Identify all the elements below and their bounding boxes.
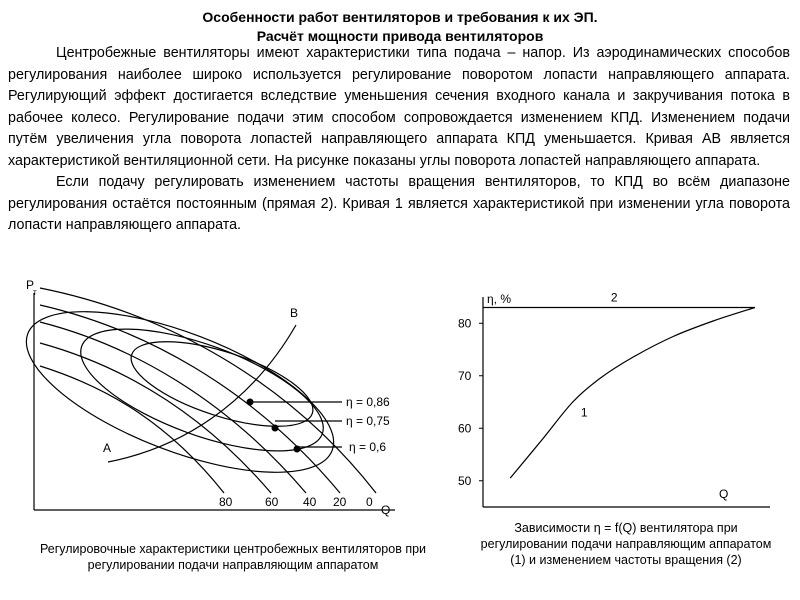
angle-label-40: 40: [303, 495, 317, 509]
right-figure-caption: Зависимости η = f(Q) вентилятора при регулировании подачи направляющим аппаратом (1) и изменением частоты вращения (2): [480, 521, 772, 567]
operating-point-1: [247, 399, 254, 406]
body-text: [8, 43, 790, 237]
eff-series-label-1: 1: [580, 405, 588, 420]
paragraph-2: Если подачу регулировать изменением частоты вращения вентиляторов, то КПД во всём диапазоне регулирования остаётся постоянным (прямая 2). Кривая 1 является характеристикой при изменении угла поворота лопасти направляющего аппарата.: [8, 174, 790, 233]
y-axis-subscript: т: [33, 288, 37, 297]
angle-label-0: 0: [366, 495, 373, 509]
regulation-characteristics-figure: [0, 270, 460, 530]
operating-point-3: [294, 446, 301, 453]
point-b-label: В: [290, 306, 299, 320]
angle-label-80: 80: [219, 495, 233, 509]
efficiency-label-086: η = 0,86: [346, 395, 390, 409]
point-a-label: А: [103, 441, 112, 455]
efficiency-label-06: η = 0,6: [349, 440, 387, 454]
title-line-1: Особенности работ вентиляторов и требования к их ЭП.: [202, 9, 598, 25]
fan-curve-80: [40, 366, 224, 493]
y-axis-label: P: [26, 278, 35, 292]
title-line-2: Расчёт мощности привода вентиляторов: [256, 28, 544, 44]
angle-label-20: 20: [333, 495, 347, 509]
angle-label-60: 60: [265, 495, 279, 509]
eff-y-axis-label: η, %: [487, 292, 512, 306]
operating-point-2: [272, 425, 279, 432]
efficiency-ellipse-086: [122, 324, 322, 444]
eff-y-tick-label: 80: [458, 316, 472, 331]
fan-curve-60: [40, 343, 271, 493]
x-axis-label: Q: [381, 503, 391, 517]
efficiency-ellipse-06: [7, 279, 354, 506]
eff-y-tick-label: 60: [458, 421, 472, 436]
eff-x-axis-label: Q: [719, 487, 729, 501]
eff-series-line-1: [510, 308, 755, 479]
left-figure-caption: Регулировочные характеристики центробежных вентиляторов при регулировании подачи направляющим аппаратом: [39, 542, 427, 572]
paragraph-1: Центробежные вентиляторы имеют характеристики типа подача – напор. Из аэродинамических способов регулирования наиболее широко используется регулирование поворотом лопасти направляющего аппарата. Регулирующий эффект достигается вследствие уменьшения сечения входного канала и закручивания потока в рабочее колесо. Регулирование подачи этим способом сопровождается изменением КПД. Изменением подачи путём увеличения угла поворота лопастей направляющего аппарата КПД уменьшается. Кривая АВ является характеристикой вентиляционной сети. На рисунке показаны углы поворота лопастей направляющего аппарата.: [8, 45, 790, 169]
efficiency-chart: [450, 285, 780, 515]
efficiency-label-075: η = 0,75: [346, 414, 390, 428]
eff-series-label-2: 2: [610, 290, 618, 305]
eff-y-tick-label: 70: [458, 368, 472, 383]
page-title: [0, 8, 800, 46]
eff-y-tick-label: 50: [458, 473, 472, 488]
